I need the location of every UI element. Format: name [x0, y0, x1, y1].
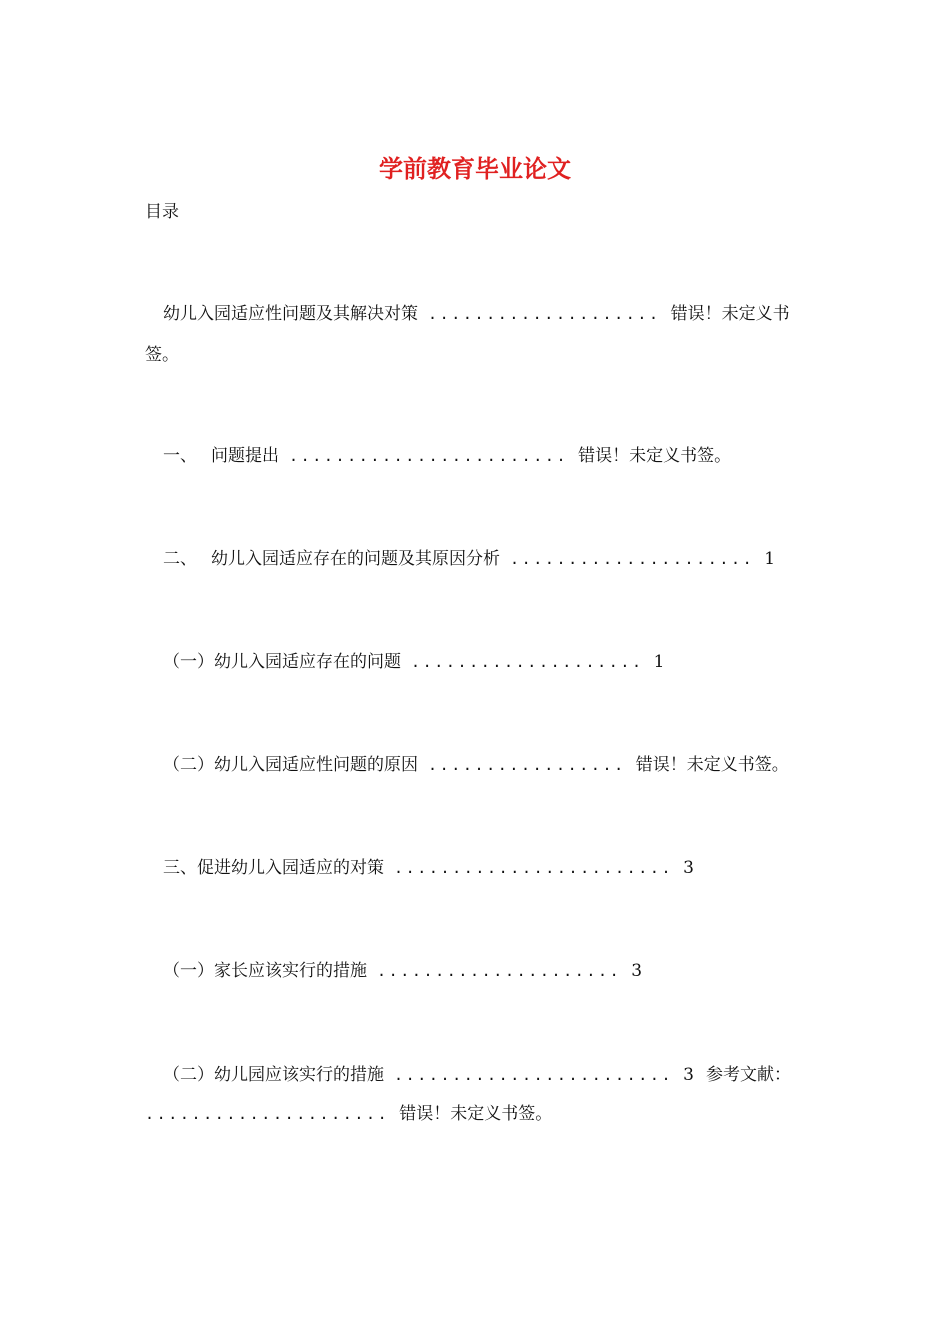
toc-entry[interactable] [163, 1063, 791, 1087]
toc-entry-label: （一）幼儿入园适应存在的问题 [163, 652, 401, 672]
toc-page-ref: 3 [631, 961, 643, 981]
toc-entry[interactable] [163, 959, 642, 983]
toc-continuation-text: 签。 [145, 345, 179, 365]
toc-entry-prefix: 一、 [163, 446, 197, 466]
toc-leader-dots: .................... [428, 305, 661, 323]
toc-page-ref: 3 [683, 1065, 694, 1085]
toc-entry-label: 问题提出 [211, 446, 279, 466]
toc-leader-dots: ........................ [394, 859, 674, 877]
toc-entry-label: （一）家长应该实行的措施 [163, 961, 367, 981]
toc-entry-label: （二）幼儿园应该实行的措施 [163, 1065, 384, 1085]
toc-entry-label: 幼儿入园适应存在的问题及其原因分析 [211, 549, 500, 569]
toc-leader-dots: ..................... [510, 550, 755, 568]
toc-entry-prefix: 二、 [163, 549, 197, 569]
toc-leader-dots: ..................... [377, 962, 622, 980]
toc-page-ref: 错误！未定义书 [670, 304, 790, 324]
toc-leader-dots: ..................... [145, 1105, 390, 1123]
toc-entry[interactable] [163, 302, 790, 326]
toc-entry-continuation [145, 343, 179, 367]
toc-leader-dots: ................. [428, 756, 626, 774]
toc-entry-label: 幼儿入园适应性问题及其解决对策 [163, 304, 418, 324]
toc-page-ref: 错误！未定义书签。 [578, 446, 732, 466]
toc-entry[interactable] [163, 650, 664, 674]
toc-page-ref: 3 [683, 858, 694, 878]
toc-page-ref: 1 [764, 549, 776, 569]
toc-page-ref: 错误！未定义书签。 [399, 1104, 553, 1124]
toc-heading: 目录 [145, 202, 179, 222]
toc-entry-label: （二）幼儿入园适应性问题的原因 [163, 755, 418, 775]
toc-entry[interactable] [163, 856, 694, 880]
toc-page-ref: 错误！未定义书签。 [635, 755, 789, 775]
toc-entry[interactable] [163, 444, 731, 468]
toc-leader-dots: ........................ [394, 1066, 674, 1084]
toc-page-ref: 1 [653, 652, 665, 672]
document-title: 学前教育毕业论文 [379, 154, 571, 183]
toc-entry[interactable] [163, 753, 789, 777]
toc-entry-continuation[interactable] [145, 1102, 552, 1126]
toc-leader-dots: ........................ [289, 447, 569, 465]
toc-entry[interactable] [163, 547, 775, 571]
toc-leader-dots: .................... [411, 653, 644, 671]
toc-entry-label: 三、促进幼儿入园适应的对策 [163, 858, 384, 878]
toc-entry-references-label: 参考文献： [705, 1065, 791, 1085]
